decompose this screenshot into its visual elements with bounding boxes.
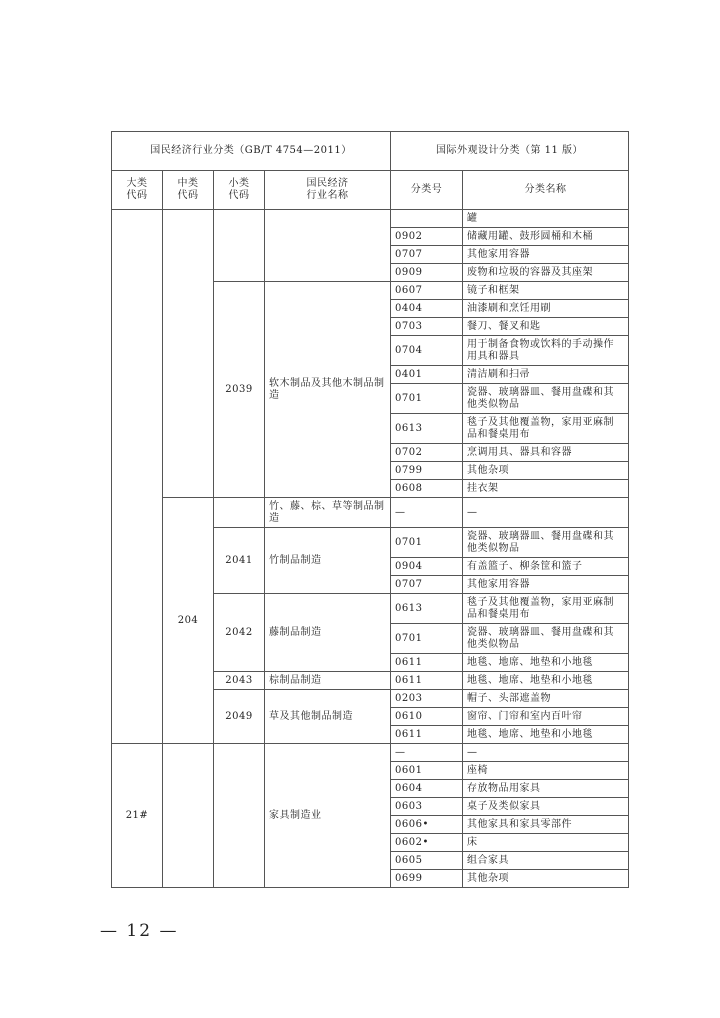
mid-code-cell [163, 210, 214, 498]
class-name: 瓷器、玻璃器皿、餐用盘碟和其他类似物品 [463, 384, 629, 414]
industry-name-2049: 草及其他制品制造 [265, 690, 391, 744]
class-name: 其他家用容器 [463, 246, 629, 264]
mid-code-cell [163, 744, 214, 888]
class-code: 0605 [391, 852, 463, 870]
class-code: 0909 [391, 264, 463, 282]
class-name: 废物和垃圾的容器及其座架 [463, 264, 629, 282]
class-code [391, 210, 463, 228]
col-header-class-name: 分类名称 [463, 171, 629, 210]
class-name: 瓷器、玻璃器皿、餐用盘碟和其他类似物品 [463, 624, 629, 654]
class-code: 0401 [391, 366, 463, 384]
class-code: 0699 [391, 870, 463, 888]
class-code: 0613 [391, 594, 463, 624]
class-code: 0703 [391, 318, 463, 336]
industry-design-classification-table [111, 131, 629, 888]
mid-code-204: 204 [163, 498, 214, 744]
class-code: 0902 [391, 228, 463, 246]
class-name: 窗帘、门帘和室内百叶帘 [463, 708, 629, 726]
small-code-2043: 2043 [214, 672, 265, 690]
class-name: 毯子及其他覆盖物，家用亚麻制品和餐桌用布 [463, 594, 629, 624]
industry-name-2039: 软木制品及其他木制品制造 [265, 282, 391, 498]
col-header-industry-name: 国民经济 行业名称 [265, 171, 391, 210]
class-name: 餐刀、餐叉和匙 [463, 318, 629, 336]
small-code-cell [214, 210, 265, 282]
class-name: 地毯、地席、地垫和小地毯 [463, 672, 629, 690]
class-code: 0203 [391, 690, 463, 708]
class-code: 0602• [391, 834, 463, 852]
class-name: 座椅 [463, 762, 629, 780]
class-name: 瓷器、玻璃器皿、餐用盘碟和其他类似物品 [463, 528, 629, 558]
class-name: 桌子及类似家具 [463, 798, 629, 816]
class-code: 0613 [391, 414, 463, 444]
class-name: 地毯、地席、地垫和小地毯 [463, 726, 629, 744]
class-code: 0610 [391, 708, 463, 726]
class-name: — [463, 498, 629, 528]
class-code: — [391, 744, 463, 762]
class-code: 0701 [391, 624, 463, 654]
industry-name-2042: 藤制品制造 [265, 594, 391, 672]
class-code: 0702 [391, 444, 463, 462]
class-name: 组合家具 [463, 852, 629, 870]
class-name: 地毯、地席、地垫和小地毯 [463, 654, 629, 672]
right-section-header: 国际外观设计分类（第 11 版） [391, 132, 629, 171]
class-code: 0606• [391, 816, 463, 834]
col-header-class-code: 分类号 [391, 171, 463, 210]
class-name: 其他杂项 [463, 462, 629, 480]
class-code: 0404 [391, 300, 463, 318]
class-name: 储藏用罐、鼓形圆桶和木桶 [463, 228, 629, 246]
class-name: — [463, 744, 629, 762]
class-code: 0611 [391, 654, 463, 672]
class-name: 清洁刷和扫帚 [463, 366, 629, 384]
small-code-2042: 2042 [214, 594, 265, 672]
page-number: — 12 — [100, 921, 179, 941]
small-code-2039: 2039 [214, 282, 265, 498]
class-name: 其他家具和家具零部件 [463, 816, 629, 834]
class-name: 挂衣架 [463, 480, 629, 498]
class-code: 0701 [391, 384, 463, 414]
class-code: 0608 [391, 480, 463, 498]
col-header-small-code: 小类 代码 [214, 171, 265, 210]
class-code: 0904 [391, 558, 463, 576]
industry-name-2043: 棕制品制造 [265, 672, 391, 690]
class-name: 镜子和框架 [463, 282, 629, 300]
class-code: 0611 [391, 726, 463, 744]
big-code-cell [112, 210, 163, 744]
class-name: 存放物品用家具 [463, 780, 629, 798]
class-name: 其他家用容器 [463, 576, 629, 594]
class-name: 烹调用具、器具和容器 [463, 444, 629, 462]
class-code: 0707 [391, 246, 463, 264]
small-code-cell [214, 498, 265, 528]
class-name: 其他杂项 [463, 870, 629, 888]
class-name: 有盖篮子、柳条筐和篮子 [463, 558, 629, 576]
left-section-header: 国民经济行业分类（GB/T 4754—2011） [112, 132, 391, 171]
class-name: 毯子及其他覆盖物，家用亚麻制品和餐桌用布 [463, 414, 629, 444]
class-code: 0604 [391, 780, 463, 798]
class-name: 油漆刷和烹饪用刷 [463, 300, 629, 318]
class-code: 0799 [391, 462, 463, 480]
class-code: 0603 [391, 798, 463, 816]
class-name: 帽子、头部遮盖物 [463, 690, 629, 708]
industry-name-21: 家具制造业 [265, 744, 391, 888]
class-name: 罐 [463, 210, 629, 228]
class-name: 用于制备食物或饮料的手动操作用具和器具 [463, 336, 629, 366]
class-code: 0607 [391, 282, 463, 300]
col-header-big-code: 大类 代码 [112, 171, 163, 210]
industry-name-204: 竹、藤、棕、草等制品制造 [265, 498, 391, 528]
class-code: 0707 [391, 576, 463, 594]
small-code-cell [214, 744, 265, 888]
small-code-2049: 2049 [214, 690, 265, 744]
class-code: 0601 [391, 762, 463, 780]
class-code: — [391, 498, 463, 528]
big-code-21: 21# [112, 744, 163, 888]
small-code-2041: 2041 [214, 528, 265, 594]
col-header-mid-code: 中类 代码 [163, 171, 214, 210]
industry-name-2041: 竹制品制造 [265, 528, 391, 594]
class-name: 床 [463, 834, 629, 852]
class-code: 0701 [391, 528, 463, 558]
class-code: 0704 [391, 336, 463, 366]
class-code: 0611 [391, 672, 463, 690]
industry-name-cell [265, 210, 391, 282]
